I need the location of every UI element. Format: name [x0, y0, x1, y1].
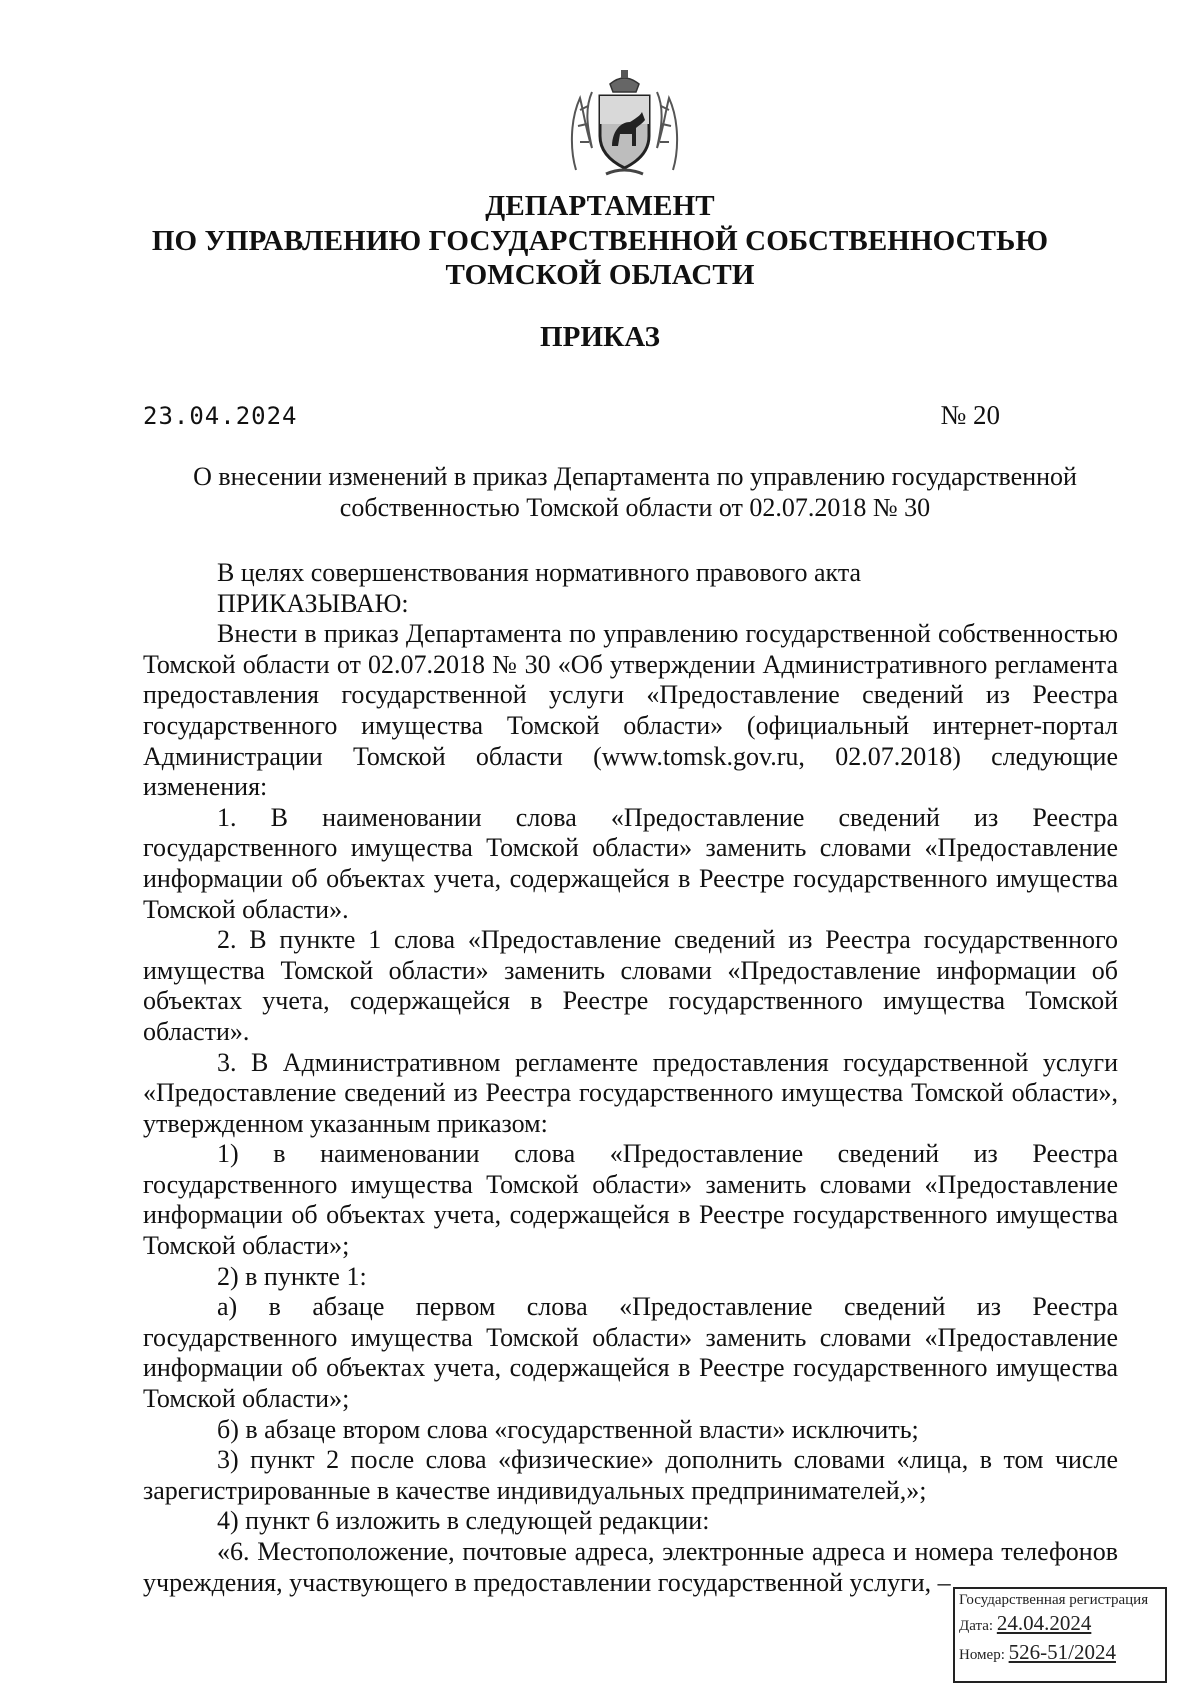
department-title-line-1: ДЕПАРТАМЕНТ	[485, 190, 715, 222]
paragraph: Внести в приказ Департамента по управлению государственной собственностью Томской области от 02.07.2018 № 30 «Об утверждении Административного регламента предоставления государственной услуги «Предоставление сведений из Реестра государственного имущества Томской области» (официальный интернет-портал Администрации Томской области (www.tomsk.gov.ru, 02.07.2018) следующие изменения:	[143, 619, 1118, 802]
registration-number-label: Номер:	[959, 1647, 1005, 1663]
paragraph: 2) в пункте 1:	[217, 1261, 367, 1291]
registration-title: Государственная регистрация	[959, 1592, 1149, 1608]
paragraph: «6. Местоположение, почтовые адреса, электронные адреса и номера телефонов учреждения, участвующего в предоставлении государственной услуги, –	[143, 1537, 1118, 1597]
order-body	[143, 558, 1118, 1598]
paragraph: 4) пункт 6 изложить в следующей редакции:	[217, 1506, 710, 1536]
coat-of-arms-icon	[566, 70, 683, 176]
paragraph: а) в абзаце первом слова «Предоставление сведений из Реестра государственного имущества Томской области» заменить словами «Предоставление информации об объектах учета, содержащейся в Реестре государственного имущества Томской области»;	[143, 1292, 1118, 1414]
registration-date-value: 24.04.2024	[996, 1611, 1092, 1635]
registration-stamp	[953, 1587, 1167, 1683]
registration-date-row	[959, 1611, 1162, 1638]
preamble: В целях совершенствования нормативного правового акта	[217, 558, 862, 587]
registration-date-label: Дата:	[959, 1618, 994, 1634]
registration-number-row	[959, 1640, 1162, 1667]
paragraph: 1) в наименовании слова «Предоставление сведений из Реестра государственного имущества Томской области» заменить словами «Предоставление информации об объектах учета, содержащейся в Реестре государственного имущества Томской области»;	[143, 1139, 1118, 1261]
order-subject: О внесении изменений в приказ Департамента по управлению государственной собственностью Томской области от 02.07.2018 № 30	[193, 462, 1077, 522]
order-number: № 20	[940, 400, 1000, 430]
department-title-line-3: ТОМСКОЙ ОБЛАСТИ	[445, 259, 755, 291]
order-keyword: ПРИКАЗЫВАЮ:	[217, 588, 409, 618]
document-type: ПРИКАЗ	[540, 321, 660, 353]
department-title-line-2: ПО УПРАВЛЕНИЮ ГОСУДАРСТВЕННОЙ СОБСТВЕННОСТЬЮ	[151, 225, 1049, 257]
paragraph: 3. В Административном регламенте предоставления государственной услуги «Предоставление сведений из Реестра государственного имущества Томской области», утвержденном указанным приказом:	[143, 1047, 1118, 1138]
order-date: 23.04.2024	[143, 402, 298, 430]
registration-number-value: 526-51/2024	[1008, 1640, 1116, 1664]
paragraph: 1. В наименовании слова «Предоставление сведений из Реестра государственного имущества Томской области» заменить словами «Предоставление информации об объектах учета, содержащейся в Реестре государственного имущества Томской области».	[143, 802, 1118, 924]
paragraph: б) в абзаце втором слова «государственной власти» исключить;	[217, 1414, 919, 1444]
paragraph: 2. В пункте 1 слова «Предоставление сведений из Реестра государственного имущества Томской области» заменить словами «Предоставление информации об объектах учета, содержащейся в Реестре государственного имущества Томской области».	[143, 925, 1118, 1046]
paragraph: 3) пункт 2 после слова «физические» дополнить словами «лица, в том числе зарегистрированные в качестве индивидуальных предпринимателей,»;	[143, 1445, 1118, 1505]
